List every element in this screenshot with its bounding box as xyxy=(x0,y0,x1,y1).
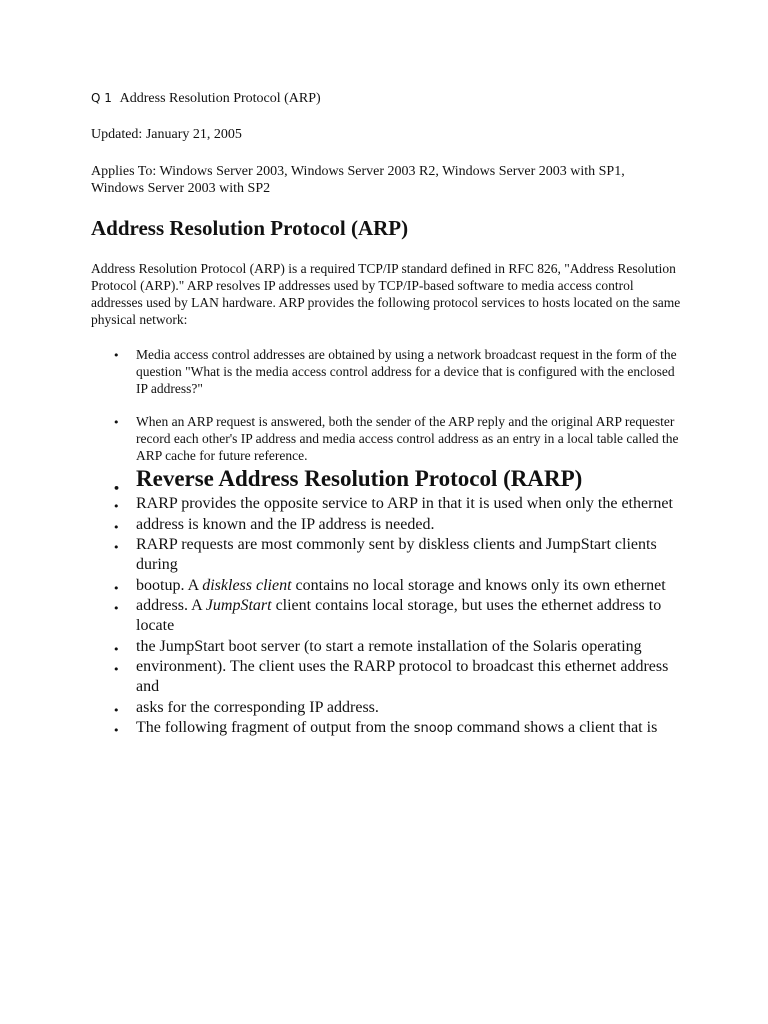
intro-paragraph: Address Resolution Protocol (ARP) is a required TCP/IP standard defined in RFC 826, "Address Resolution Protocol (ARP)." ARP resolves IP addresses used by TCP/IP-based software to media access control addresses used by LAN hardware. ARP provides the following protocol services to hosts located on the same physical network: xyxy=(91,261,681,327)
rarp-bullet-list xyxy=(91,465,681,740)
applies-to: Applies To: Windows Server 2003, Windows Server 2003 R2, Windows Server 2003 with SP1, Windows Server 2003 with SP2 xyxy=(91,164,625,196)
text-run: contains no local storage and knows only its own ethernet xyxy=(291,576,666,594)
rarp-heading: • Reverse Address Resolution Protocol (RARP) xyxy=(91,465,681,493)
list-item xyxy=(91,718,681,739)
list-item: • Media access control addresses are obtained by using a network broadcast request in the form of the question "What is the media access control address for a device that is configured with the enclosed IP address?" xyxy=(91,346,681,397)
text-run: client contains local storage, but uses the ethernet address to locate xyxy=(136,597,662,634)
question-number: Q 1 xyxy=(91,91,112,105)
question-line xyxy=(91,91,321,107)
page-heading: Address Resolution Protocol (ARP) xyxy=(91,216,409,240)
list-item: • the JumpStart boot server (to start a remote installation of the Solaris operating xyxy=(91,637,681,657)
list-item: • RARP requests are most commonly sent by diskless clients and JumpStart clients during xyxy=(91,535,681,575)
code-text: snoop xyxy=(413,721,453,736)
emphasis-text: diskless client xyxy=(202,576,292,594)
text-run: bootup. A xyxy=(136,576,203,594)
list-item xyxy=(91,596,681,636)
text-run: address. A xyxy=(136,597,206,614)
list-item: • RARP provides the opposite service to ARP in that it is used when only the ethernet xyxy=(91,494,681,514)
list-item: • When an ARP request is answered, both the sender of the ARP reply and the original ARP requester record each other's IP address and media access control address as an entry in a local table called the ARP cache for future reference. xyxy=(91,413,681,464)
text-run: The following fragment of output from the xyxy=(136,719,414,736)
updated-date: Updated: January 21, 2005 xyxy=(91,127,242,142)
document-title: Address Resolution Protocol (ARP) xyxy=(119,91,321,106)
text-run: command shows a client that is xyxy=(452,719,658,736)
emphasis-text: JumpStart xyxy=(205,597,272,614)
list-item: • environment). The client uses the RARP protocol to broadcast this ethernet address and xyxy=(91,657,681,697)
arp-bullet-list xyxy=(91,346,681,480)
list-item xyxy=(91,576,681,596)
list-item: • address is known and the IP address is needed. xyxy=(91,515,681,535)
list-item: • asks for the corresponding IP address. xyxy=(91,698,681,718)
